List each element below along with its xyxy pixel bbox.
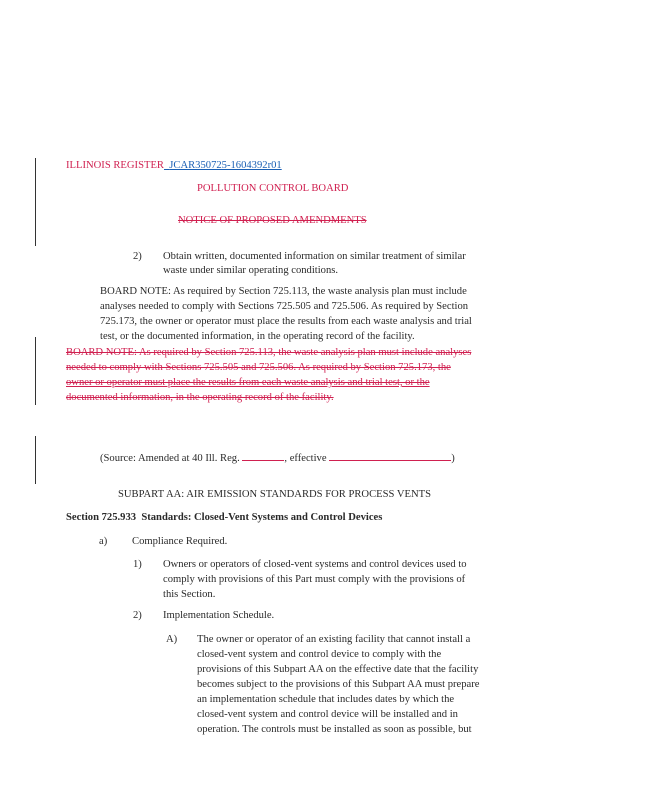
board-note-old-line: needed to comply with Sections 725.505 and 725.506. As required by Section 725.173, the: [66, 362, 451, 373]
item-A-line: an implementation schedule that includes dates by which the: [197, 694, 455, 705]
item-2b-label: 2): [133, 610, 142, 621]
item-A-line: operation. The controls must be installed as soon as possible, but: [197, 724, 472, 735]
board-note-old: [66, 345, 471, 405]
item-1-label: 1): [133, 559, 142, 570]
board-note-old-line: BOARD NOTE: As required by Section 725.113, the waste analysis plan must include analyses: [66, 347, 472, 358]
register-header: [66, 158, 282, 173]
item-A-line: provisions of this Subpart AA on the effective date that the facility: [197, 664, 479, 675]
section-heading: [66, 510, 382, 525]
board-note-old-line: documented information, in the operating record of the facility.: [66, 392, 334, 403]
item-1-text: [163, 557, 467, 602]
subsection-a-label: a): [99, 536, 108, 547]
source-middle: , effective: [284, 453, 327, 464]
item-1-line: comply with provisions of this Part must comply with the provisions of: [163, 574, 466, 585]
item-1-line: this Section.: [163, 589, 216, 600]
item-A-line: closed-vent system and control device to comply with the: [197, 649, 442, 660]
item-A-line: closed-vent system and control device will be installed and in: [197, 709, 458, 720]
board-note-new-line: test, or the documented information, in the operating record of the facility.: [100, 331, 415, 342]
board-note-new-line: 725.173, the owner or operator must place the results from each waste analysis and trial: [100, 316, 472, 327]
source-suffix: ): [451, 453, 455, 464]
item-A-label: A): [166, 634, 178, 645]
item-2-line-1: Obtain written, documented information on similar treatment of similar: [163, 251, 466, 262]
change-bar: [35, 158, 36, 246]
item-2b-text: Implementation Schedule.: [163, 610, 275, 621]
item-A-line: becomes subject to the provisions of this Subpart AA must prepare: [197, 679, 480, 690]
change-bar: [35, 337, 36, 405]
jcar-code: JCAR350725-1604392r01: [169, 160, 282, 171]
section-number: Section 725.933: [66, 512, 137, 523]
subpart-heading: SUBPART AA: AIR EMISSION STANDARDS FOR PROCESS VENTS: [118, 489, 431, 500]
board-title: POLLUTION CONTROL BOARD: [197, 183, 349, 194]
board-note-new-line: BOARD NOTE: As required by Section 725.113, the waste analysis plan must include: [100, 286, 467, 297]
board-note-old-line: owner or operator must place the results from each waste analysis and trial test, or the: [66, 377, 430, 388]
item-2-line-2: waste under similar operating conditions.: [163, 265, 339, 276]
item-2-label: 2): [133, 251, 142, 262]
section-title: Standards: Closed-Vent Systems and Control Devices: [141, 512, 383, 523]
reg-blank: [242, 460, 284, 461]
item-A-line: The owner or operator of an existing facility that cannot install a: [197, 634, 471, 645]
change-bar: [35, 436, 36, 484]
source-note: [100, 451, 455, 466]
source-prefix: (Source: Amended at 40 Ill. Reg.: [100, 453, 240, 464]
board-note-new-line: analyses needed to comply with Sections 725.505 and 725.506. As required by Section: [100, 301, 469, 312]
register-title: ILLINOIS REGISTER: [66, 160, 164, 171]
effective-blank: [329, 460, 451, 461]
notice-title: NOTICE OF PROPOSED AMENDMENTS: [178, 215, 367, 226]
board-note-new: [100, 284, 472, 344]
item-1-line: Owners or operators of closed-vent systems and control devices used to: [163, 559, 467, 570]
item-A-text: [197, 632, 479, 737]
subsection-a-text: Compliance Required.: [132, 536, 228, 547]
